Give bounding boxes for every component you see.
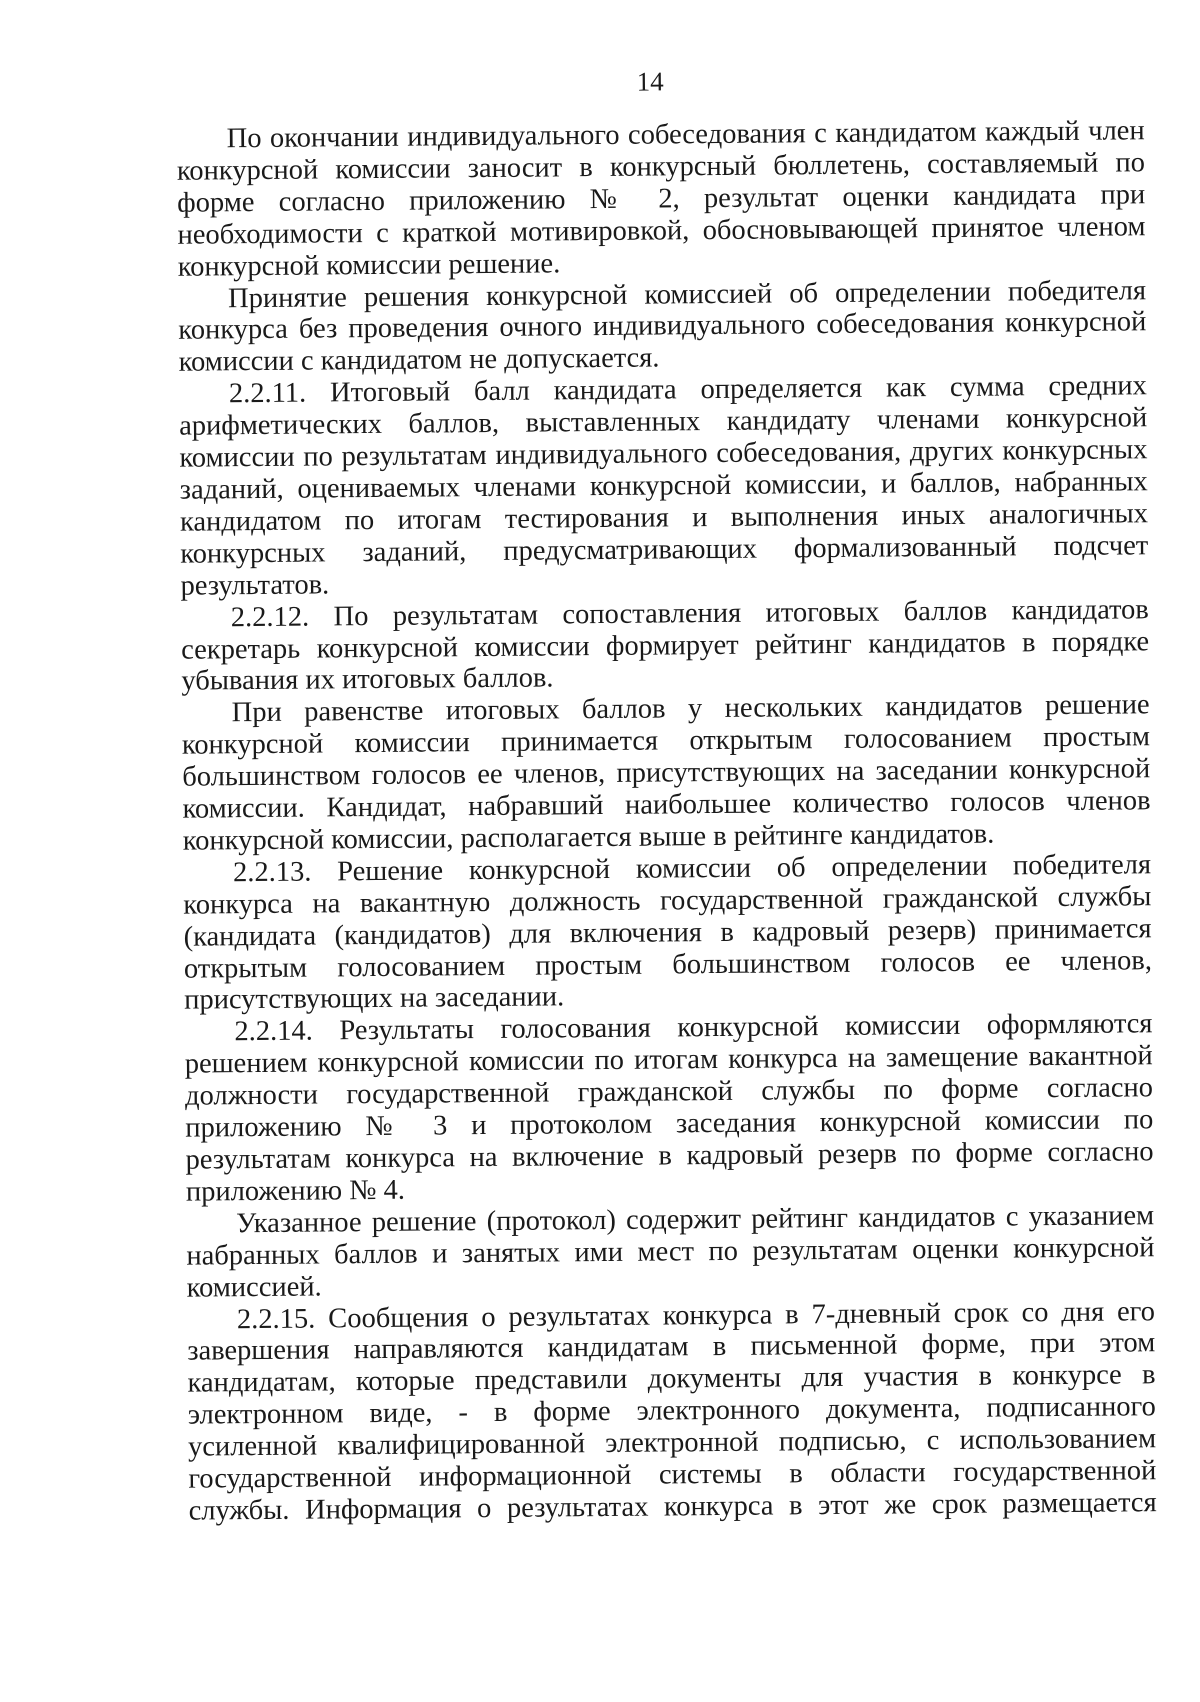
paragraph-no-decision-without-interview: Принятие решения конкурсной комиссией об определении победителя конкурса без проведения очного индивидуального собеседования конкурсной комиссии с кандидатом не допускается. <box>178 274 1147 379</box>
paragraph-2-2-14-voting-results: 2.2.14. Результаты голосования конкурсной комиссии оформляются решением конкурсной комиссии по итогам конкурса на замещение вакантной должности государственной гражданской службы по форме согласно приложению № 3 и протоколом заседания конкурсной комиссии по результатам конкурса на включение в кадровый резерв по форме согласно приложению № 4. <box>184 1008 1154 1208</box>
paragraph-2-2-12-rating: 2.2.12. По результатам сопоставления итоговых баллов кандидатов секретарь конкурсной комиссии формирует рейтинг кандидатов в порядке убывания их итоговых баллов. <box>180 593 1150 698</box>
page-number: 14 <box>636 66 664 97</box>
paragraph-2-2-15-notification: 2.2.15. Сообщения о результатах конкурса в 7-дневный срок со дня его завершения направляются кандидатам в письменной форме, при этом кандидатам, которые представили документы для участия в конкурсе в электронном виде, - в форме электронного документа, подписанного усиленной квалифицированной электронной подписью, с использованием государственной информационной системы в области государственной службы. Информация о результатах конкурса в этот же срок размещается <box>187 1295 1157 1527</box>
paragraph-interview-ballot: По окончании индивидуального собеседования с кандидатом каждый член конкурсной комиссии заносит в конкурсный бюллетень, составляемый по форме согласно приложению № 2, результат оценки кандидата при необходимости с краткой мотивировкой, обосновывающей принятое членом конкурсной комиссии решение. <box>176 115 1146 283</box>
paragraph-2-2-11-final-score: 2.2.11. Итоговый балл кандидата определяется как сумма средних арифметических баллов, выставленных кандидату членами конкурсной комиссии по результатам индивидуального собеседования, других конкурсных заданий, оцениваемых членами конкурсной комиссии, и баллов, набранных кандидатом по итогам тестирования и выполнения иных аналогичных конкурсных заданий, предусматривающих формализованный подсчет результатов. <box>179 370 1149 602</box>
document-body <box>177 115 1157 1527</box>
paragraph-2-2-13-decision: 2.2.13. Решение конкурсной комиссии об определении победителя конкурса на вакантную должность государственной гражданской службы (кандидата (кандидатов) для включения в кадровый резерв) принимается открытым голосованием простым большинством голосов ее членов, присутствующих на заседании. <box>183 849 1153 1017</box>
paragraph-decision-protocol: Указанное решение (протокол) содержит рейтинг кандидатов с указанием набранных баллов и занятых ими мест по результатам оценки конкурсной комиссией. <box>186 1200 1155 1304</box>
paragraph-equal-scores: При равенстве итоговых баллов у нескольких кандидатов решение конкурсной комиссии принимается открытым голосованием простым большинством голосов ее членов, присутствующих на заседании конкурсной комиссии. Кандидат, набравший наибольшее количество голосов членов конкурсной комиссии, располагается выше в рейтинге кандидатов. <box>181 689 1151 857</box>
